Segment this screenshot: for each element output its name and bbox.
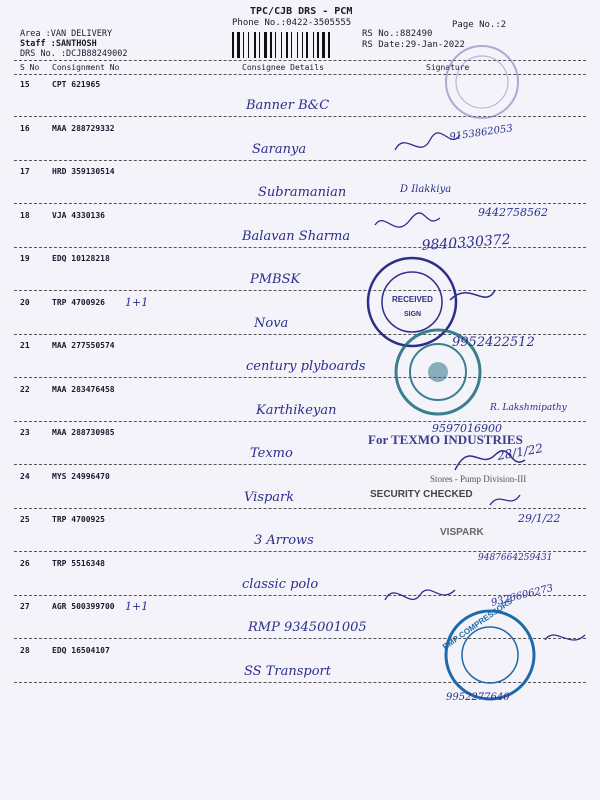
scribble-7 [545,635,585,640]
sig-date-24: 29/1/22 [518,512,561,525]
row-sno: 23 [20,428,30,437]
row-consignment: MYS 24996470 [52,471,110,481]
row-sno: 25 [20,515,30,524]
page-number: Page No.:2 [452,20,507,30]
rmp-stamp-text: RMP COMPRESSORS [440,596,515,652]
security-stamp: SECURITY CHECKED [370,489,473,500]
sig-phone-20: 9952422512 [452,335,535,350]
row-sno: 22 [20,384,30,394]
sig-date-23: 28/1/22 [496,441,545,463]
row-consignee: Saranya [252,141,307,157]
row-consignment: CPT 621965 [52,80,101,89]
row-consignment: TRP 4700926 [52,297,105,307]
area-label: Area :VAN DELIVERY [20,29,113,39]
pmbsk-sign: SIGN [404,311,422,318]
row-consignment: MAA 277550574 [52,341,115,350]
row-sno: 26 [20,558,30,568]
row-sno: 15 [20,80,30,89]
sig-phone-28: 9952277640 [446,692,510,703]
row-sno: 27 [20,602,30,611]
rs-number: RS No.:882490 [362,29,433,39]
round-stamp-top [446,46,518,118]
row-consignment: MAA 283476458 [52,384,115,394]
row-consignee: RMP 9345001005 [248,620,367,635]
col-consignment: Consignment No [52,63,120,72]
row-sno: 19 [20,254,30,263]
row-sno: 17 [20,167,30,176]
row-sno: 16 [20,123,30,133]
sig-name-17: D Ilakkiya [400,184,452,195]
document-title: TPC/CJB DRS - PCM [250,6,353,17]
row-consignee: Texmo [250,446,293,461]
row-consignment: MAA 288730985 [52,428,115,437]
row-sno: 20 [20,297,30,307]
row-consignee: PMBSK [250,272,301,287]
row-sno: 18 [20,210,30,220]
row-consignment: HRD 359130514 [52,167,115,176]
col-sno: S No [20,63,40,72]
sig-phone-18: 9840330372 [421,231,512,254]
row-extra-count: 1+1 [125,295,149,309]
row-consignee: Balavan Sharma [242,228,351,244]
sig-phone-26: 9326606273 [490,582,555,609]
pmbsk-received: RECEIVED [392,295,433,304]
scribble-5 [490,495,520,505]
texmo-stamp-line2: Stores - Pump Division-III [430,474,527,484]
rs-date: RS Date:29-Jan-2022 [362,40,465,50]
phone-number: Phone No.:0422-3505555 [232,18,352,28]
row-consignee: century plyboards [246,359,366,374]
pmbsk-stamp [368,258,456,346]
row-consignee: classic polo [242,576,319,592]
row-sno: 28 [20,645,30,655]
texmo-stamp-line1: For TEXMO INDUSTRIES [368,432,523,447]
scribble-6 [385,590,455,600]
col-consignee: Consignee Details [242,63,324,72]
row-consignee: Nova [254,315,289,331]
row-consignee: Subramanian [258,185,347,200]
row-extra-count: 1+1 [125,600,149,613]
row-consignee: 3 Arrows [254,533,314,548]
row-consignment: EDQ 10128218 [52,254,110,263]
row-sno: 21 [20,341,30,350]
rmp-stamp [441,596,534,699]
scribble-2 [375,213,440,227]
row-consignment: TRP 5516348 [52,558,105,568]
sig-phone-17: 9442758562 [478,206,548,219]
row-consignment: EDQ 16504107 [52,645,110,655]
row-sno: 24 [20,471,30,481]
row-consignment: AGR 500399700 [52,602,115,611]
row-consignee: Banner B&C [246,98,330,113]
row-consignee: SS Transport [244,663,331,679]
row-consignment: VJA 4330136 [52,210,105,220]
sig-phone-22: 9597016900 [432,422,502,435]
vispark-stamp: VISPARK [440,527,484,538]
sig-phone-25: 9487664259431 [478,553,553,563]
row-consignment: TRP 4700925 [52,515,105,524]
sig-phone-1: 9153862053 [448,123,514,143]
row-consignee: Vispark [244,489,295,505]
col-signature: Signature [426,63,470,72]
row-consignee: Karthikeyan [256,402,337,418]
row-consignment: MAA 288729332 [52,123,115,133]
drs-number: DRS No. :DCJB88249002 [20,49,128,59]
staff-label: Staff :SANTHOSH [20,39,97,49]
sig-name-22: R. Lakshmipathy [490,403,567,413]
